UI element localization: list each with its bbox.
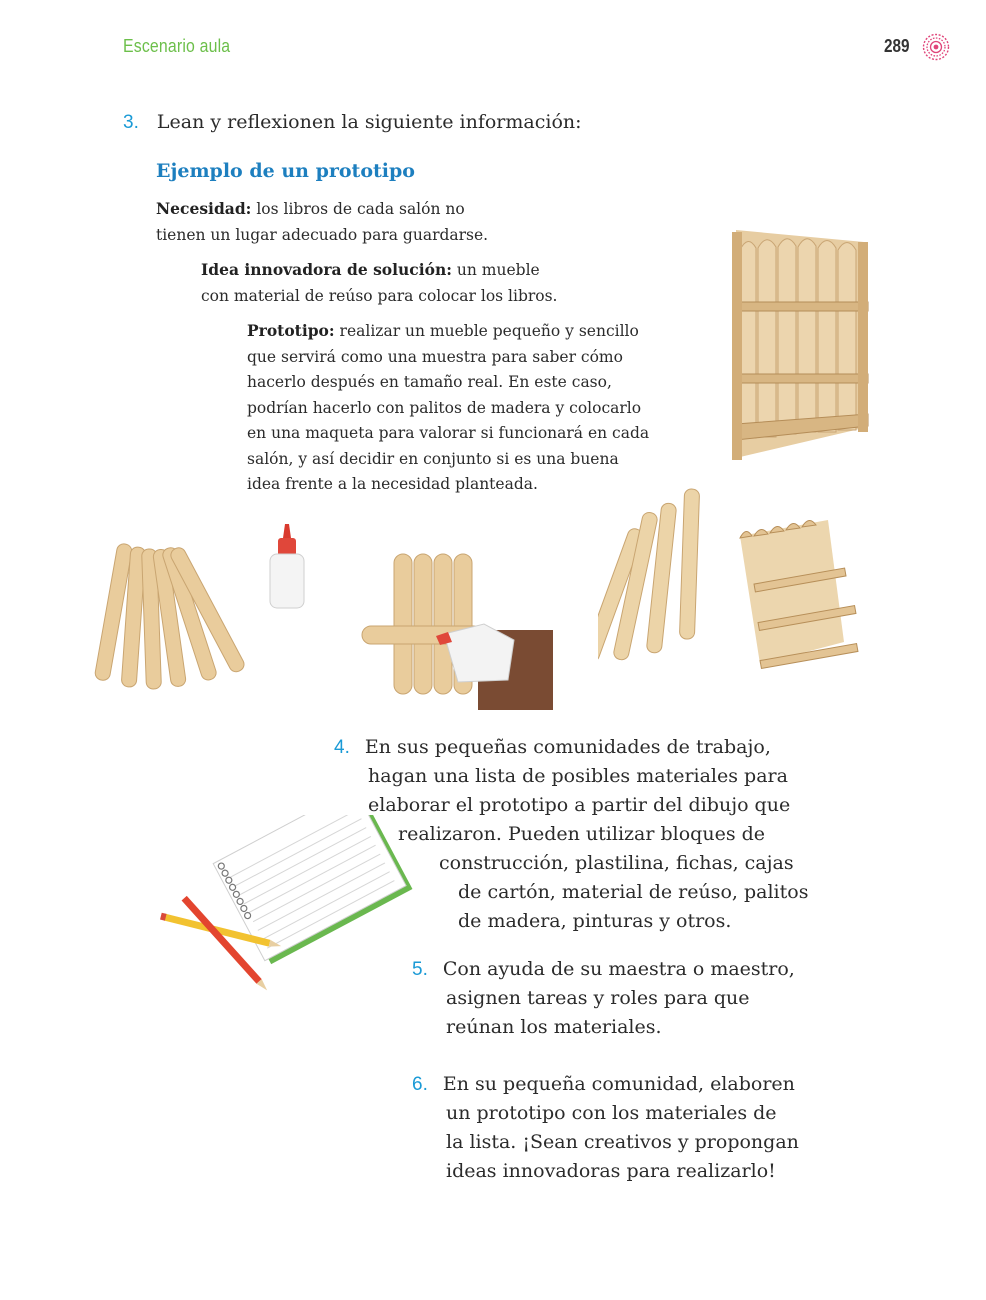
text-line: los libros de cada salón no [256, 200, 465, 218]
necesidad-label: Necesidad: [156, 199, 252, 218]
text-line: salón, y así decidir en conjunto si es una buena [247, 449, 619, 468]
text-line: tienen un lugar adecuado para guardarse. [156, 225, 489, 244]
step-number: 5. [412, 959, 428, 980]
example-title: Ejemplo de un prototipo [156, 160, 415, 182]
step-number: 4. [334, 737, 350, 758]
page-number: 289 [884, 36, 910, 56]
notepad-pencils-illustration [158, 815, 418, 1005]
text-line: hagan una lista de posibles materiales para [368, 765, 788, 787]
small-shelf-photo [734, 514, 864, 674]
shelf-photo [722, 222, 872, 462]
stick-wall-photo [598, 485, 718, 685]
idea-label: Idea innovadora de solución: [201, 260, 452, 279]
gluing-sticks-photo [358, 550, 553, 710]
text-line: podrían hacerlo con palitos de madera y colocarlo [247, 398, 642, 417]
rosette-icon [922, 33, 950, 61]
text-line: de cartón, material de reúso, palitos [458, 881, 809, 903]
text-line: en una maqueta para valorar si funcionará en cada [247, 424, 650, 442]
step-text: Lean y reflexionen la siguiente información: [156, 111, 582, 133]
text-line: Con ayuda de su maestra o maestro, [442, 958, 795, 980]
section-title: Escenario aula [123, 36, 231, 56]
step-number: 6. [412, 1074, 428, 1095]
text-line: En sus pequeñas comunidades de trabajo, [364, 736, 771, 758]
text-line: que servirá como una muestra para saber cómo [247, 347, 623, 366]
text-line: ideas innovadoras para realizarlo! [446, 1160, 776, 1182]
text-line: asignen tareas y roles para que [446, 987, 750, 1009]
text-line: la lista. ¡Sean creativos y propongan [446, 1131, 799, 1153]
text-line: con material de reúso para colocar los libros. [201, 286, 558, 305]
text-line: realizar un mueble pequeño y sencillo [339, 322, 639, 340]
text-line: realizaron. Pueden utilizar bloques de [398, 823, 766, 845]
step-6 [412, 1070, 799, 1186]
text-line: un mueble [456, 261, 540, 279]
text-line: construcción, plastilina, fichas, cajas [439, 852, 794, 874]
prototipo-paragraph [247, 318, 649, 498]
step-5 [412, 955, 795, 1042]
necesidad-paragraph [156, 196, 488, 248]
step-3 [123, 108, 582, 137]
text-line: idea frente a la necesidad planteada. [247, 475, 538, 493]
text-line: En su pequeña comunidad, elaboren [442, 1073, 795, 1095]
text-line: reúnan los materiales. [446, 1016, 662, 1038]
text-line: elaborar el prototipo a partir del dibujo que [368, 794, 791, 816]
step-number: 3. [123, 112, 139, 133]
prototipo-label: Prototipo: [247, 321, 335, 340]
text-line: de madera, pinturas y otros. [458, 910, 732, 932]
glue-bottle-photo [265, 522, 310, 612]
popsicle-sticks-photo [92, 535, 267, 695]
text-line: un prototipo con los materiales de [446, 1102, 777, 1124]
text-line: hacerlo después en tamaño real. En este caso, [247, 373, 612, 391]
idea-paragraph [201, 257, 558, 309]
